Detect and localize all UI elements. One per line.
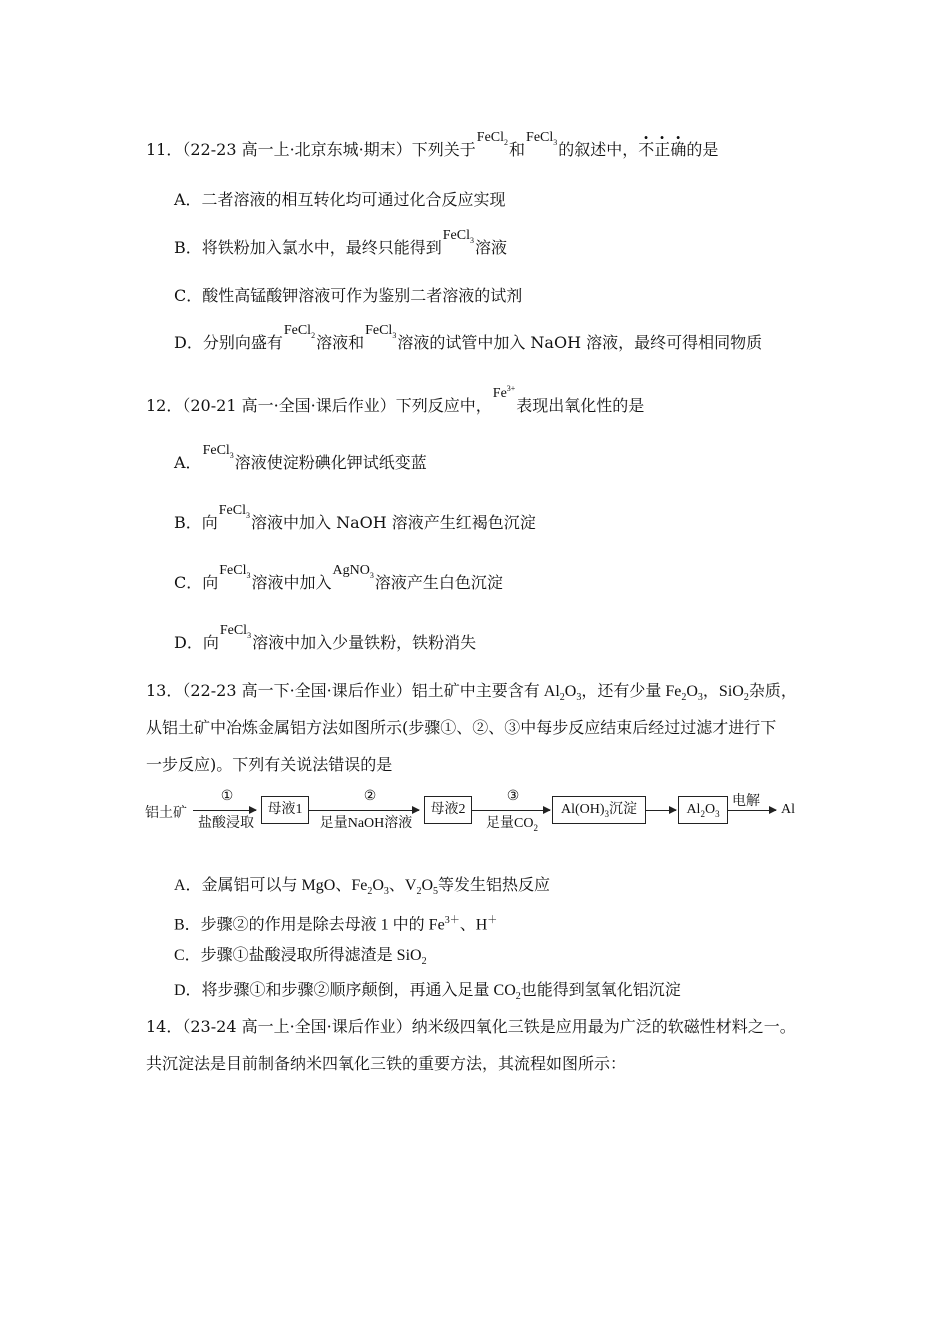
q12-option-a[interactable]: A．FeCl$_3$溶液使淀粉碘化钾试纸变蓝 bbox=[174, 443, 427, 472]
q11-option-b[interactable]: B．将铁粉加入氯水中，最终只能得到FeCl$_3$溶液 bbox=[174, 228, 508, 257]
box-mother-liquor-2: 母液2 bbox=[424, 796, 472, 824]
fecl3-formula: FeCl$_3$ bbox=[219, 623, 252, 640]
fecl2-formula: FeCl$_2$ bbox=[283, 323, 316, 340]
q11-stem bbox=[146, 130, 719, 167]
fe3plus-formula: $Fe^{3+}$ bbox=[492, 384, 516, 401]
fecl3-formula: FeCl$_3$ bbox=[442, 228, 474, 245]
agno3-formula: AgNO$_3$ bbox=[332, 563, 374, 580]
box-mother-liquor-1: 母液1 bbox=[261, 796, 309, 824]
q11-option-d[interactable]: D．分别向盛有FeCl$_2$溶液和FeCl$_3$溶液的试管中加入 NaOH 溶液，最终可得相同物质 bbox=[174, 323, 763, 352]
q11-and: 和 bbox=[509, 140, 526, 159]
q12-option-b[interactable]: B．向FeCl$_3$溶液中加入 NaOH 溶液产生红褐色沉淀 bbox=[174, 503, 536, 532]
step4-electrolysis: 电解 bbox=[732, 794, 760, 809]
q12-option-d[interactable]: D．向FeCl$_3$溶液中加入少量铁粉，铁粉消失 bbox=[174, 623, 477, 652]
q13-option-a[interactable]: A．金属铝可以与 MgO、$Fe_2O_3$、$V_2O_5$等发生铝热反应 bbox=[174, 877, 551, 898]
q14-stem-line1: 14．（23-24 高一上·全国·课后作业）纳米级四氧化三铁是应用最为广泛的软磁性材料之一。 bbox=[146, 1017, 796, 1036]
q14-number: 14． bbox=[146, 1017, 183, 1036]
q11-option-a[interactable]: A．二者溶液的相互转化均可通过化合反应实现 bbox=[174, 190, 506, 209]
flow-start: 铝土矿 bbox=[145, 806, 187, 821]
arrow-step4 bbox=[728, 810, 776, 811]
step1-number: ① bbox=[220, 789, 234, 804]
step3-reagent: 足量$CO_2$ bbox=[486, 816, 538, 833]
step3-number: ③ bbox=[506, 789, 520, 804]
box-aluminum-hydroxide: $Al(OH)_3$沉淀 bbox=[552, 796, 646, 824]
emphasis-text: 不正确 bbox=[638, 140, 687, 159]
fecl2-formula: FeCl$_2$ bbox=[476, 130, 509, 147]
q13-option-d[interactable]: D．将步骤①和步骤②顺序颠倒，再通入足量 $CO_2$也能得到氢氧化铝沉淀 bbox=[174, 982, 681, 1003]
q11-stem-text: 下列关于 bbox=[411, 140, 476, 159]
q13-stem-line1: 13．（22-23 高一下·全国·课后作业）铝土矿中主要含有 $Al_2O_3$，还有少量 $Fe_2O_3$，SiO$_2$杂质， bbox=[146, 681, 797, 704]
arrow-step-heat bbox=[646, 810, 676, 811]
step2-number: ② bbox=[363, 789, 377, 804]
q12-source: （20-21 高一·全国·课后作业） bbox=[182, 396, 396, 415]
fecl3-formula: FeCl$_3$ bbox=[218, 503, 250, 520]
arrow-step1 bbox=[193, 810, 256, 811]
q11-stem-text: 的叙述中， bbox=[558, 140, 639, 159]
q11-option-c[interactable]: C．酸性高锰酸钾溶液可作为鉴别二者溶液的试剂 bbox=[174, 286, 523, 305]
q13-stem-line3: 一步反应)。下列有关说法错误的是 bbox=[146, 755, 393, 774]
q13-stem-line2: 从铝土矿中冶炼金属铝方法如图所示(步骤①、②、③中每步反应结束后经过过滤才进行下 bbox=[146, 718, 777, 737]
q11-source: （22-23 高一上·北京东城·期末） bbox=[182, 140, 412, 159]
q12-number: 12． bbox=[146, 396, 183, 415]
q12-option-c[interactable]: C．向FeCl$_3$溶液中加入AgNO$_3$溶液产生白色沉淀 bbox=[174, 563, 503, 592]
q12-stem: 12．（20-21 高一·全国·课后作业）下列反应中，$Fe^{3+}$表现出氧化性的是 bbox=[146, 393, 644, 418]
process-flow-diagram bbox=[145, 790, 805, 840]
fecl3-formula: FeCl$_3$ bbox=[219, 563, 251, 580]
q13-number: 13． bbox=[146, 681, 183, 700]
q11-number: 11． bbox=[146, 140, 183, 159]
q11-stem-end: 的是 bbox=[686, 140, 719, 159]
box-alumina: $Al_2O_3$ bbox=[678, 796, 728, 824]
q13-option-b[interactable]: B．步骤②的作用是除去母液 1 中的 $Fe^{3+}$、H＋ bbox=[174, 915, 498, 934]
fecl3-formula: FeCl$_3$ bbox=[365, 323, 397, 340]
q13-option-c[interactable]: C．步骤①盐酸浸取所得滤渣是 SiO$_2$ bbox=[174, 947, 427, 968]
step1-reagent: 盐酸浸取 bbox=[198, 816, 254, 831]
fecl3-formula: FeCl$_3$ bbox=[526, 130, 558, 147]
q14-stem-line2: 共沉淀法是目前制备纳米四氧化三铁的重要方法，其流程如图所示： bbox=[146, 1054, 627, 1073]
arrow-step3 bbox=[472, 810, 550, 811]
flow-end: Al bbox=[781, 802, 795, 817]
arrow-step2 bbox=[309, 810, 419, 811]
fecl3-formula: FeCl$_3$ bbox=[202, 443, 234, 460]
q13-source: （22-23 高一下·全国·课后作业） bbox=[182, 681, 412, 700]
q14-source: （23-24 高一上·全国·课后作业） bbox=[182, 1017, 412, 1036]
step2-reagent: 足量NaOH溶液 bbox=[319, 816, 413, 831]
